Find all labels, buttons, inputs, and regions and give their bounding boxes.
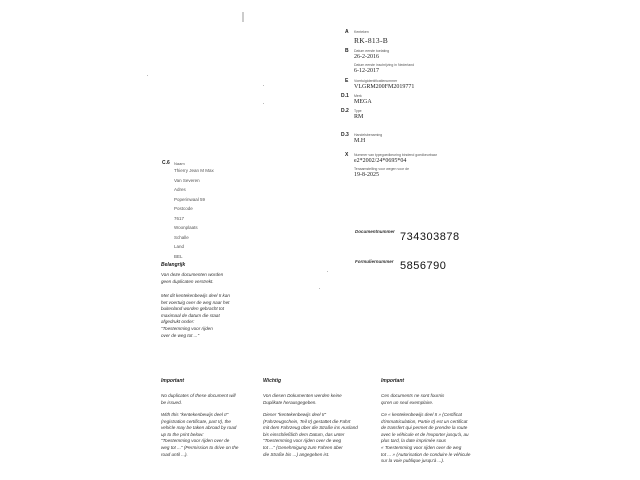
field-label-merk: Merk <box>354 94 362 98</box>
scan-speck <box>327 271 328 272</box>
note-fr-title: Important <box>381 378 405 384</box>
field-code-d3: D.3 <box>341 132 349 138</box>
field-code-d1: D.1 <box>341 93 349 99</box>
form-number-value: 5856790 <box>400 260 447 272</box>
holder-line: Land <box>174 244 185 249</box>
holder-line: Thierry Jean M Max <box>174 168 214 173</box>
note-en-p2: With this "kentekenbewijs deel II" (registration certificate, part II), the vehicle may be taken abroad by road up to the print below: "Toestemming voor rijden over de weg tot ..." (Permission to drive on the road until ...). <box>161 412 239 457</box>
field-label-inschrijving-nl: Datum eerste inschrijving in Nederland <box>354 63 415 67</box>
field-label-eerste-toelating: Datum eerste toelating <box>354 49 390 53</box>
field-code-e: E <box>345 78 349 84</box>
holder-line: Postcode <box>174 206 193 211</box>
scan-speck <box>242 12 244 22</box>
holder-line: Poperinwaal 59 <box>174 196 206 202</box>
field-label-handelsbenaming: Handelsbenaming <box>354 133 383 137</box>
field-code-x: X <box>345 152 349 158</box>
field-label-type: Type <box>354 109 362 113</box>
field-code-a: A <box>345 29 349 35</box>
holder-line: Woonplaats <box>174 225 198 230</box>
holder-label-naam: Naam <box>174 161 185 166</box>
field-value-kenteken: RK-813-B <box>354 36 389 45</box>
holder-line: BEL <box>174 253 183 259</box>
field-label-toestemming: Tenaamstelling voor wegen voor de <box>354 167 410 171</box>
note-nl-p1: Van deze documenten worden geen duplicaten verstrekt. <box>161 272 224 284</box>
field-code-d2: D.2 <box>341 108 349 114</box>
holder-line: Adres <box>174 187 186 192</box>
note-de-title: Wichtig <box>263 378 282 384</box>
field-code-b: B <box>345 48 349 54</box>
note-nl-p2: Met dit kentekenbewijs deel II kan het voertuig over de weg naar het buitenland worden gebracht tot maximaal de datum die staat afgedrukt onder: "Toestemming voor rijden over de weg tot ..." <box>161 293 230 338</box>
note-nl-title: Belangrijk <box>161 262 186 268</box>
field-value-handelsbenaming: M.H <box>354 138 366 144</box>
field-value-vin: VLGRM200FM2019771 <box>354 84 415 90</box>
field-value-toestemming: 19-8-2025 <box>354 172 379 178</box>
field-label-typegoedkeuring: Nummer van typegoedkeuring bindend goedkeurbaar <box>354 153 437 157</box>
note-de-p1: Von diesen Dokumenten werden keine Duplikate herausgegeben. <box>263 393 342 405</box>
form-number-label: Formuliernummer <box>355 259 394 264</box>
scan-speck <box>263 85 264 86</box>
holder-line: Schalle <box>174 234 189 240</box>
scan-speck <box>319 288 320 289</box>
note-en-title: Important <box>161 378 185 384</box>
note-fr-p1: Ces documents ne sont fournis qu'en un seul exemplaire. <box>381 393 445 405</box>
scan-speck <box>263 103 264 104</box>
note-de-p2: Dieser "kentekenbewijs deel II" (Fahrzeugschein, Teil II) gestattet die Fahrt mit dem Fahrzeug über die Straße ins Ausland bis einschließlich dem Datum, das unter "Toestemming voor rijden over de weg tot ..." (Genehmigung zum Fahren über die Straße bis ...) angegeben ist. <box>263 412 358 457</box>
document-number-value: 734303878 <box>400 231 460 243</box>
scan-speck <box>147 75 148 76</box>
field-label-vin: Voertuigidentificatienummer <box>354 79 398 83</box>
holder-line: 7617 <box>174 215 185 221</box>
note-fr-p2: Ce « kentekenbewijs deel II » (Certificat d'immatriculation, Partie II) est un certificat de transfert qui permet de prendre la route avec le véhicule et de l'exporter jusqu'à, au plus tard, la date imprimée sous « Toestemming voor rijden over de weg tot ... » (Autorisation de conduire le véhicule sur la voie publique jusqu'à ...). <box>381 412 471 464</box>
field-code-c6: C.6 <box>162 160 170 166</box>
field-label-kenteken: Kenteken <box>354 30 369 34</box>
field-value-type: RM <box>354 114 364 120</box>
document-number-label: Documentnummer <box>355 229 395 234</box>
field-value-merk: MEGA <box>354 99 372 105</box>
note-en-p1: No duplicates of these document will be issued. <box>161 393 236 405</box>
field-value-eerste-toelating: 26-2-2016 <box>354 54 379 60</box>
field-value-inschrijving-nl: 6-12-2017 <box>354 68 379 74</box>
holder-line: Van Severen <box>174 177 200 183</box>
field-value-typegoedkeuring: e2*2002/24*0695*04 <box>354 158 407 164</box>
